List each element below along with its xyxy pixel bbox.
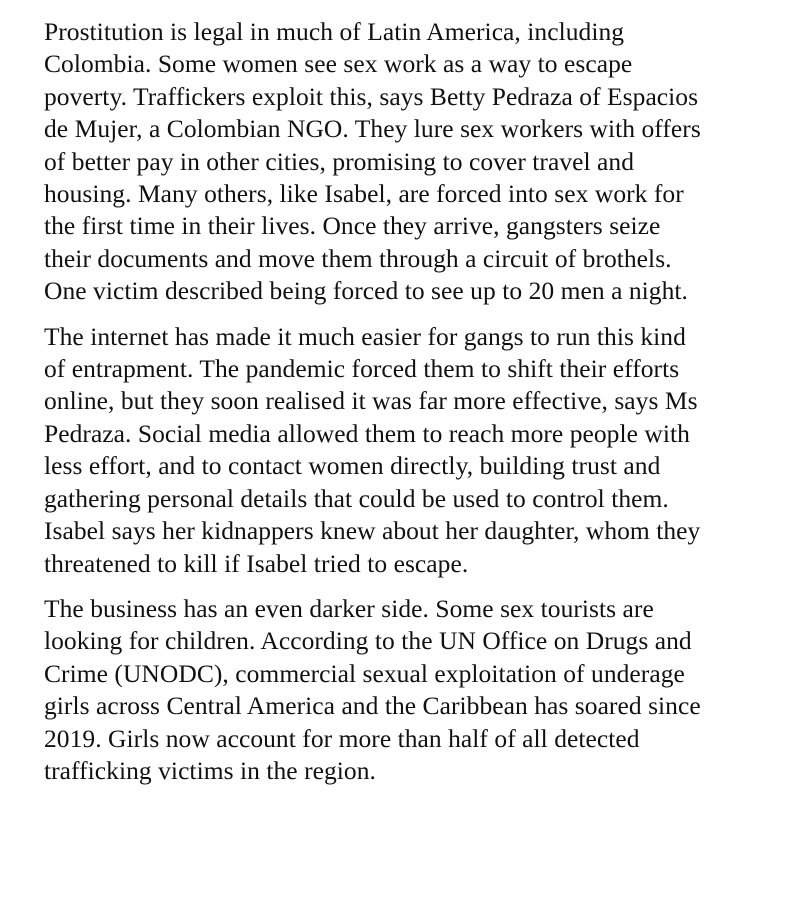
text-line: of better pay in other cities, promising to cover travel and — [44, 146, 635, 176]
text-line: their documents and move them through a circuit of brothels. — [44, 243, 672, 273]
text-line: Pedraza. Social media allowed them to reach more people with — [44, 418, 690, 448]
text-line: the first time in their lives. Once they arrive, gangsters seize — [44, 211, 661, 241]
text-line: Prostitution is legal in much of Latin America, including — [44, 17, 625, 46]
text-line: housing. Many others, like Isabel, are forced into sex work for — [44, 179, 684, 209]
paragraph-internet-entrapment — [44, 321, 784, 580]
text-line: looking for children. According to the UN Office on Drugs and — [44, 626, 692, 656]
text-line: Colombia. Some women see sex work as a way to escape — [44, 49, 633, 79]
text-line: 2019. Girls now account for more than half of all detected — [44, 723, 640, 753]
text-line: gathering personal details that could be used to control them. — [44, 483, 669, 513]
text-line: The business has an even darker side. Some sex tourists are — [44, 593, 654, 623]
text-line: less effort, and to contact women directly, building trust and — [44, 451, 661, 481]
paragraph-darker-side — [44, 593, 784, 787]
article-body — [44, 16, 784, 800]
text-line: poverty. Traffickers exploit this, says Betty Pedraza of Espacios — [44, 81, 699, 111]
text-line: threatened to kill if Isabel tried to escape. — [44, 548, 469, 578]
text-line: One victim described being forced to see up to 20 men a night. — [44, 276, 688, 306]
text-line: Crime (UNODC), commercial sexual exploitation of underage — [44, 658, 685, 688]
text-line: de Mujer, a Colombian NGO. They lure sex workers with offers — [44, 114, 701, 144]
text-line: girls across Central America and the Caribbean has soared since — [44, 691, 701, 721]
text-line: online, but they soon realised it was far more effective, says Ms — [44, 386, 698, 416]
text-line: trafficking victims in the region. — [44, 755, 376, 785]
text-line: of entrapment. The pandemic forced them to shift their efforts — [44, 354, 680, 384]
text-line: Isabel says her kidnappers knew about her daughter, whom they — [44, 516, 701, 546]
text-line: The internet has made it much easier for gangs to run this kind — [44, 321, 686, 351]
paragraph-prostitution-legal — [44, 16, 784, 308]
